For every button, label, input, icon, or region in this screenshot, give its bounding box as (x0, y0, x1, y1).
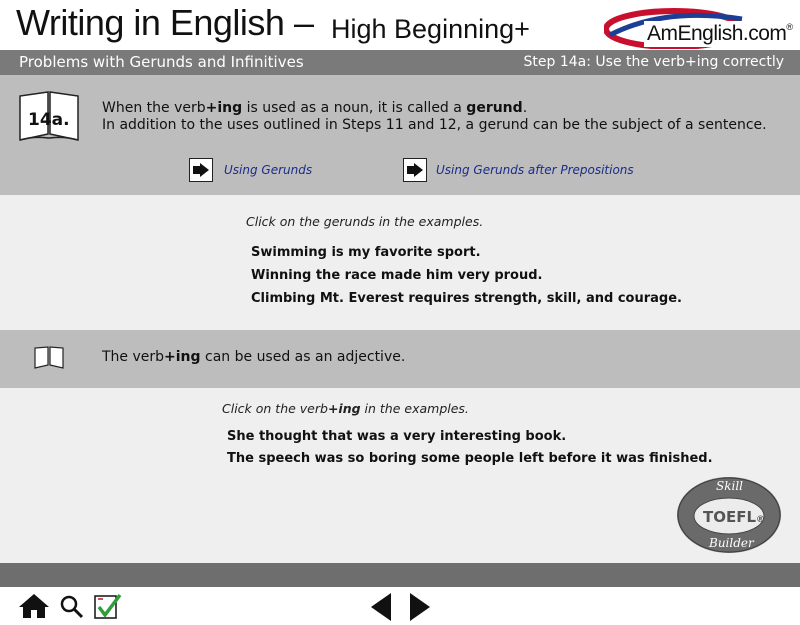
topic-bar (0, 50, 800, 75)
gerund-example-2[interactable]: Winning the race made him very proud. (251, 268, 543, 283)
home-icon[interactable] (18, 593, 50, 619)
intro-line-1: When the verb+ing is used as a noun, it is called a gerund. (102, 100, 528, 116)
prev-arrow-icon[interactable] (369, 592, 393, 622)
next-arrow-icon[interactable] (408, 592, 432, 622)
arrow-right-icon (189, 158, 213, 182)
link-label: Using Gerunds after Prepositions (436, 163, 634, 177)
logo-text: AmEnglish.com® (647, 22, 793, 45)
search-icon[interactable] (60, 595, 84, 619)
gerund-example-3[interactable]: Climbing Mt. Everest requires strength, skill, and courage. (251, 291, 682, 306)
step-badge-label: 14a. (28, 110, 70, 130)
toefl-badge-bottom: Builder (709, 536, 754, 550)
gerunds-after-prepositions-link[interactable] (403, 158, 634, 182)
link-label: Using Gerunds (224, 163, 313, 177)
checklist-icon[interactable] (93, 593, 123, 621)
toefl-badge-top: Skill (716, 479, 744, 493)
adjective-note: The verb+ing can be used as an adjective. (102, 349, 406, 365)
intro-panel (0, 75, 800, 195)
using-gerunds-link[interactable] (189, 158, 312, 182)
intro-text (102, 100, 767, 134)
book-icon (34, 346, 64, 370)
app-header (0, 0, 800, 50)
intro-line-2: In addition to the uses outlined in Steps 11 and 12, a gerund can be the subject of a sentence. (102, 117, 767, 133)
app-title: Writing in English – (16, 2, 314, 43)
gerund-example-1[interactable]: Swimming is my favorite sport. (251, 245, 481, 260)
step-title: Step 14a: Use the verb+ing correctly (523, 54, 784, 70)
gerund-instruction: Click on the gerunds in the examples. (246, 214, 484, 229)
arrow-right-icon (403, 158, 427, 182)
level-title: High Beginning+ (331, 14, 530, 44)
adjective-example-2[interactable]: The speech was so boring some people left before it was finished. (227, 451, 713, 466)
footer-bar (0, 563, 800, 587)
topic-title: Problems with Gerunds and Infinitives (19, 53, 304, 71)
adjective-example-1[interactable]: She thought that was a very interesting book. (227, 429, 567, 444)
adjective-instruction: Click on the verb+ing in the examples. (222, 401, 469, 416)
toefl-badge-title: TOEFL® (703, 508, 766, 526)
